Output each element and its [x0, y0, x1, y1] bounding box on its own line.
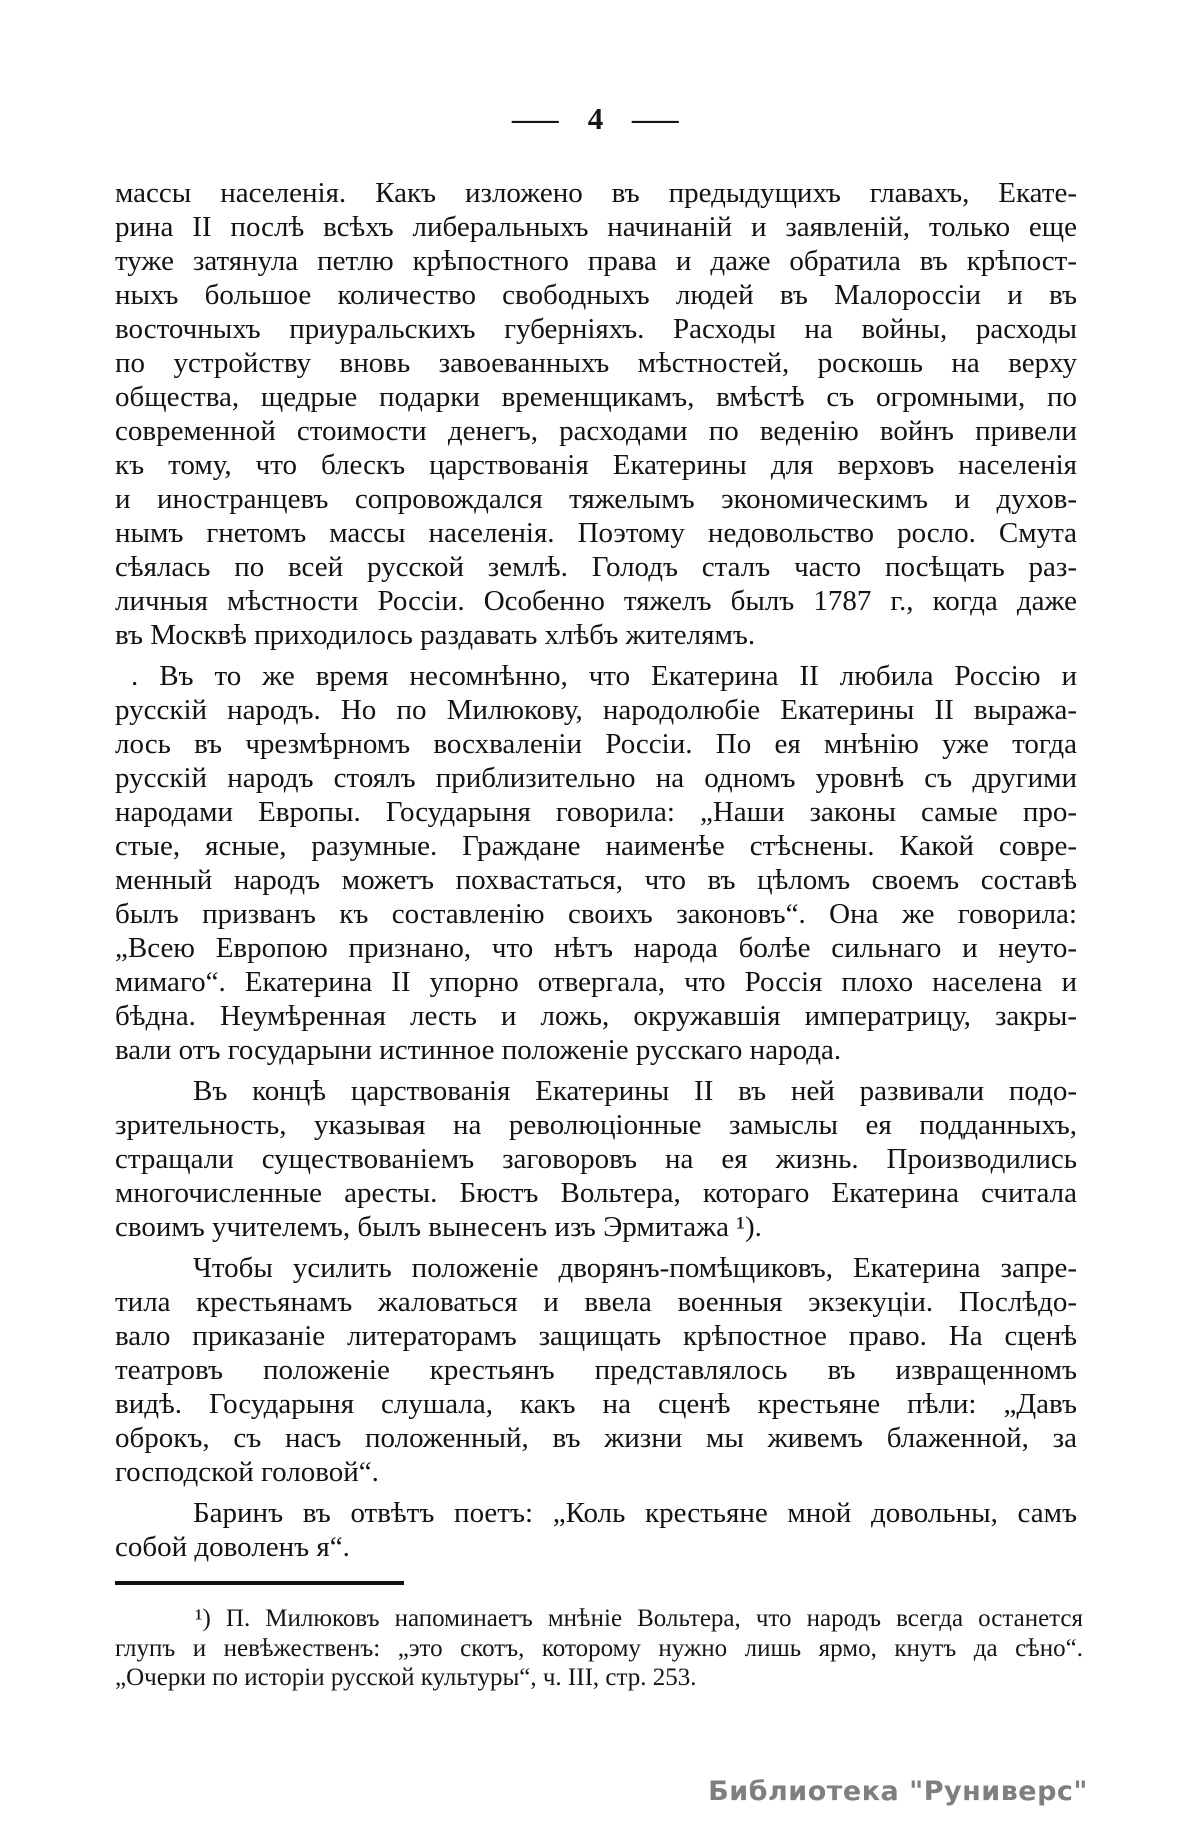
- text-line: зрительность, указывая на революціонные замыслы ея подданныхъ,: [115, 1109, 1077, 1141]
- text-line: Чтобы усилить положеніе дворянъ-помѣщиковъ, Екатерина запре-: [193, 1252, 1077, 1284]
- paragraph: [115, 176, 1077, 652]
- text-line: стые, ясные, разумные. Граждане наименѣе стѣснены. Какой совре-: [115, 830, 1077, 862]
- text-line: по устройству вновь завоеванныхъ мѣстностей, роскошь на верху: [115, 347, 1077, 379]
- text-line: народами Европы. Государыня говорила: „Наши законы самые про-: [115, 796, 1077, 828]
- text-line: ¹) П. Милюковъ напоминаетъ мнѣніе Вольтера, что народъ всегда останется: [195, 1605, 1083, 1632]
- text-line: многочисленные аресты. Бюстъ Вольтера, котораго Екатерина считала: [115, 1177, 1077, 1209]
- text-line: стращали существованіемъ заговоровъ на ея жизнь. Производились: [115, 1143, 1077, 1175]
- paragraph: [115, 659, 1077, 1067]
- header-left-dash: —: [511, 101, 560, 136]
- text-line: театровъ положеніе крестьянъ представлялось въ извращенномъ: [115, 1354, 1077, 1386]
- text-line: русскій народъ. Но по Милюкову, народолюбіе Екатерины II выража-: [115, 694, 1077, 726]
- text-line: тила крестьянамъ жаловаться и ввела военныя экзекуціи. Послѣдо-: [115, 1286, 1077, 1318]
- paragraph: [115, 1251, 1077, 1489]
- text-line: господской головой“.: [115, 1456, 379, 1488]
- footnote-separator-rule: [115, 1581, 404, 1585]
- library-watermark: Библиотека "Руниверс": [708, 1776, 1088, 1807]
- text-line: ныхъ большое количество свободныхъ людей въ Малороссіи и въ: [115, 279, 1077, 311]
- text-line: менный народъ можетъ похвастаться, что въ цѣломъ своемъ составѣ: [115, 864, 1077, 896]
- text-line: „Всею Европою признано, что нѣтъ народа болѣе сильнаго и неуто-: [115, 932, 1077, 964]
- text-line: восточныхъ приуральскихъ губерніяхъ. Расходы на войны, расходы: [115, 313, 1077, 345]
- text-line: былъ призванъ къ составленію своихъ законовъ“. Она же говорила:: [115, 898, 1077, 930]
- text-line: видѣ. Государыня слушала, какъ на сценѣ крестьяне пѣли: „Давъ: [115, 1388, 1077, 1420]
- text-line: Баринъ въ отвѣтъ поетъ: „Коль крестьяне мной довольны, самъ: [193, 1497, 1077, 1529]
- text-line: сѣялась по всей русской землѣ. Голодъ сталъ часто посѣщать раз-: [115, 551, 1077, 583]
- text-line: рина II послѣ всѣхъ либеральныхъ начинаній и заявленій, только еще: [115, 211, 1077, 243]
- text-line: туже затянула петлю крѣпостного права и даже обратила въ крѣпост-: [115, 245, 1077, 277]
- text-line: къ тому, что блескъ царствованія Екатерины для верховъ населенія: [115, 449, 1077, 481]
- text-line: лось въ чрезмѣрномъ восхваленіи Россіи. По ея мнѣнію уже тогда: [115, 728, 1077, 760]
- text-line: вало приказаніе литераторамъ защищать крѣпостное право. На сценѣ: [115, 1320, 1077, 1352]
- text-line: собой доволенъ я“.: [115, 1531, 350, 1563]
- text-line: вали отъ государыни истинное положеніе русскаго народа.: [115, 1034, 842, 1066]
- text-line: современной стоимости денегъ, расходами по веденію войнъ привели: [115, 415, 1077, 447]
- text-line: оброкъ, съ насъ положенный, въ жизни мы живемъ блаженной, за: [115, 1422, 1077, 1454]
- header-right-dash: —: [632, 101, 681, 136]
- footnote-text: [115, 1604, 1083, 1693]
- text-line: нымъ гнетомъ массы населенія. Поэтому недовольство росло. Смута: [115, 517, 1077, 549]
- text-line: „Очерки по исторіи русской культуры“, ч. III, стр. 253.: [115, 1664, 697, 1691]
- page-number-header: [115, 101, 1077, 137]
- text-line: . Въ то же время несомнѣнно, что Екатерина II любила Россію и: [131, 660, 1077, 692]
- text-line: глупъ и невѣжественъ: „это скотъ, которому нужно лишь ярмо, кнутъ да сѣно“.: [115, 1634, 1083, 1662]
- text-block: [115, 176, 1077, 1564]
- text-line: въ Москвѣ приходилось раздавать хлѣбъ жителямъ.: [115, 619, 756, 651]
- paragraph: [115, 1496, 1077, 1564]
- paragraph: [115, 1074, 1077, 1244]
- page-number: 4: [587, 101, 605, 136]
- text-line: Въ концѣ царствованія Екатерины II въ ней развивали подо-: [193, 1075, 1077, 1107]
- text-line: русскій народъ стоялъ приблизительно на одномъ уровнѣ съ другими: [115, 762, 1077, 794]
- text-line: личныя мѣстности Россіи. Особенно тяжелъ былъ 1787 г., когда даже: [115, 585, 1077, 617]
- text-line: массы населенія. Какъ изложено въ предыдущихъ главахъ, Екате-: [115, 177, 1077, 209]
- text-line: своимъ учителемъ, былъ вынесенъ изъ Эрмитажа ¹).: [115, 1211, 762, 1243]
- text-line: общества, щедрые подарки временщикамъ, вмѣстѣ съ огромными, по: [115, 381, 1077, 413]
- text-line: мимаго“. Екатерина II упорно отвергала, что Россія плохо населена и: [115, 966, 1077, 998]
- text-line: и иностранцевъ сопровождался тяжелымъ экономическимъ и духов-: [115, 483, 1077, 515]
- text-line: бѣдна. Неумѣренная лесть и ложь, окружавшія императрицу, закры-: [115, 1000, 1077, 1032]
